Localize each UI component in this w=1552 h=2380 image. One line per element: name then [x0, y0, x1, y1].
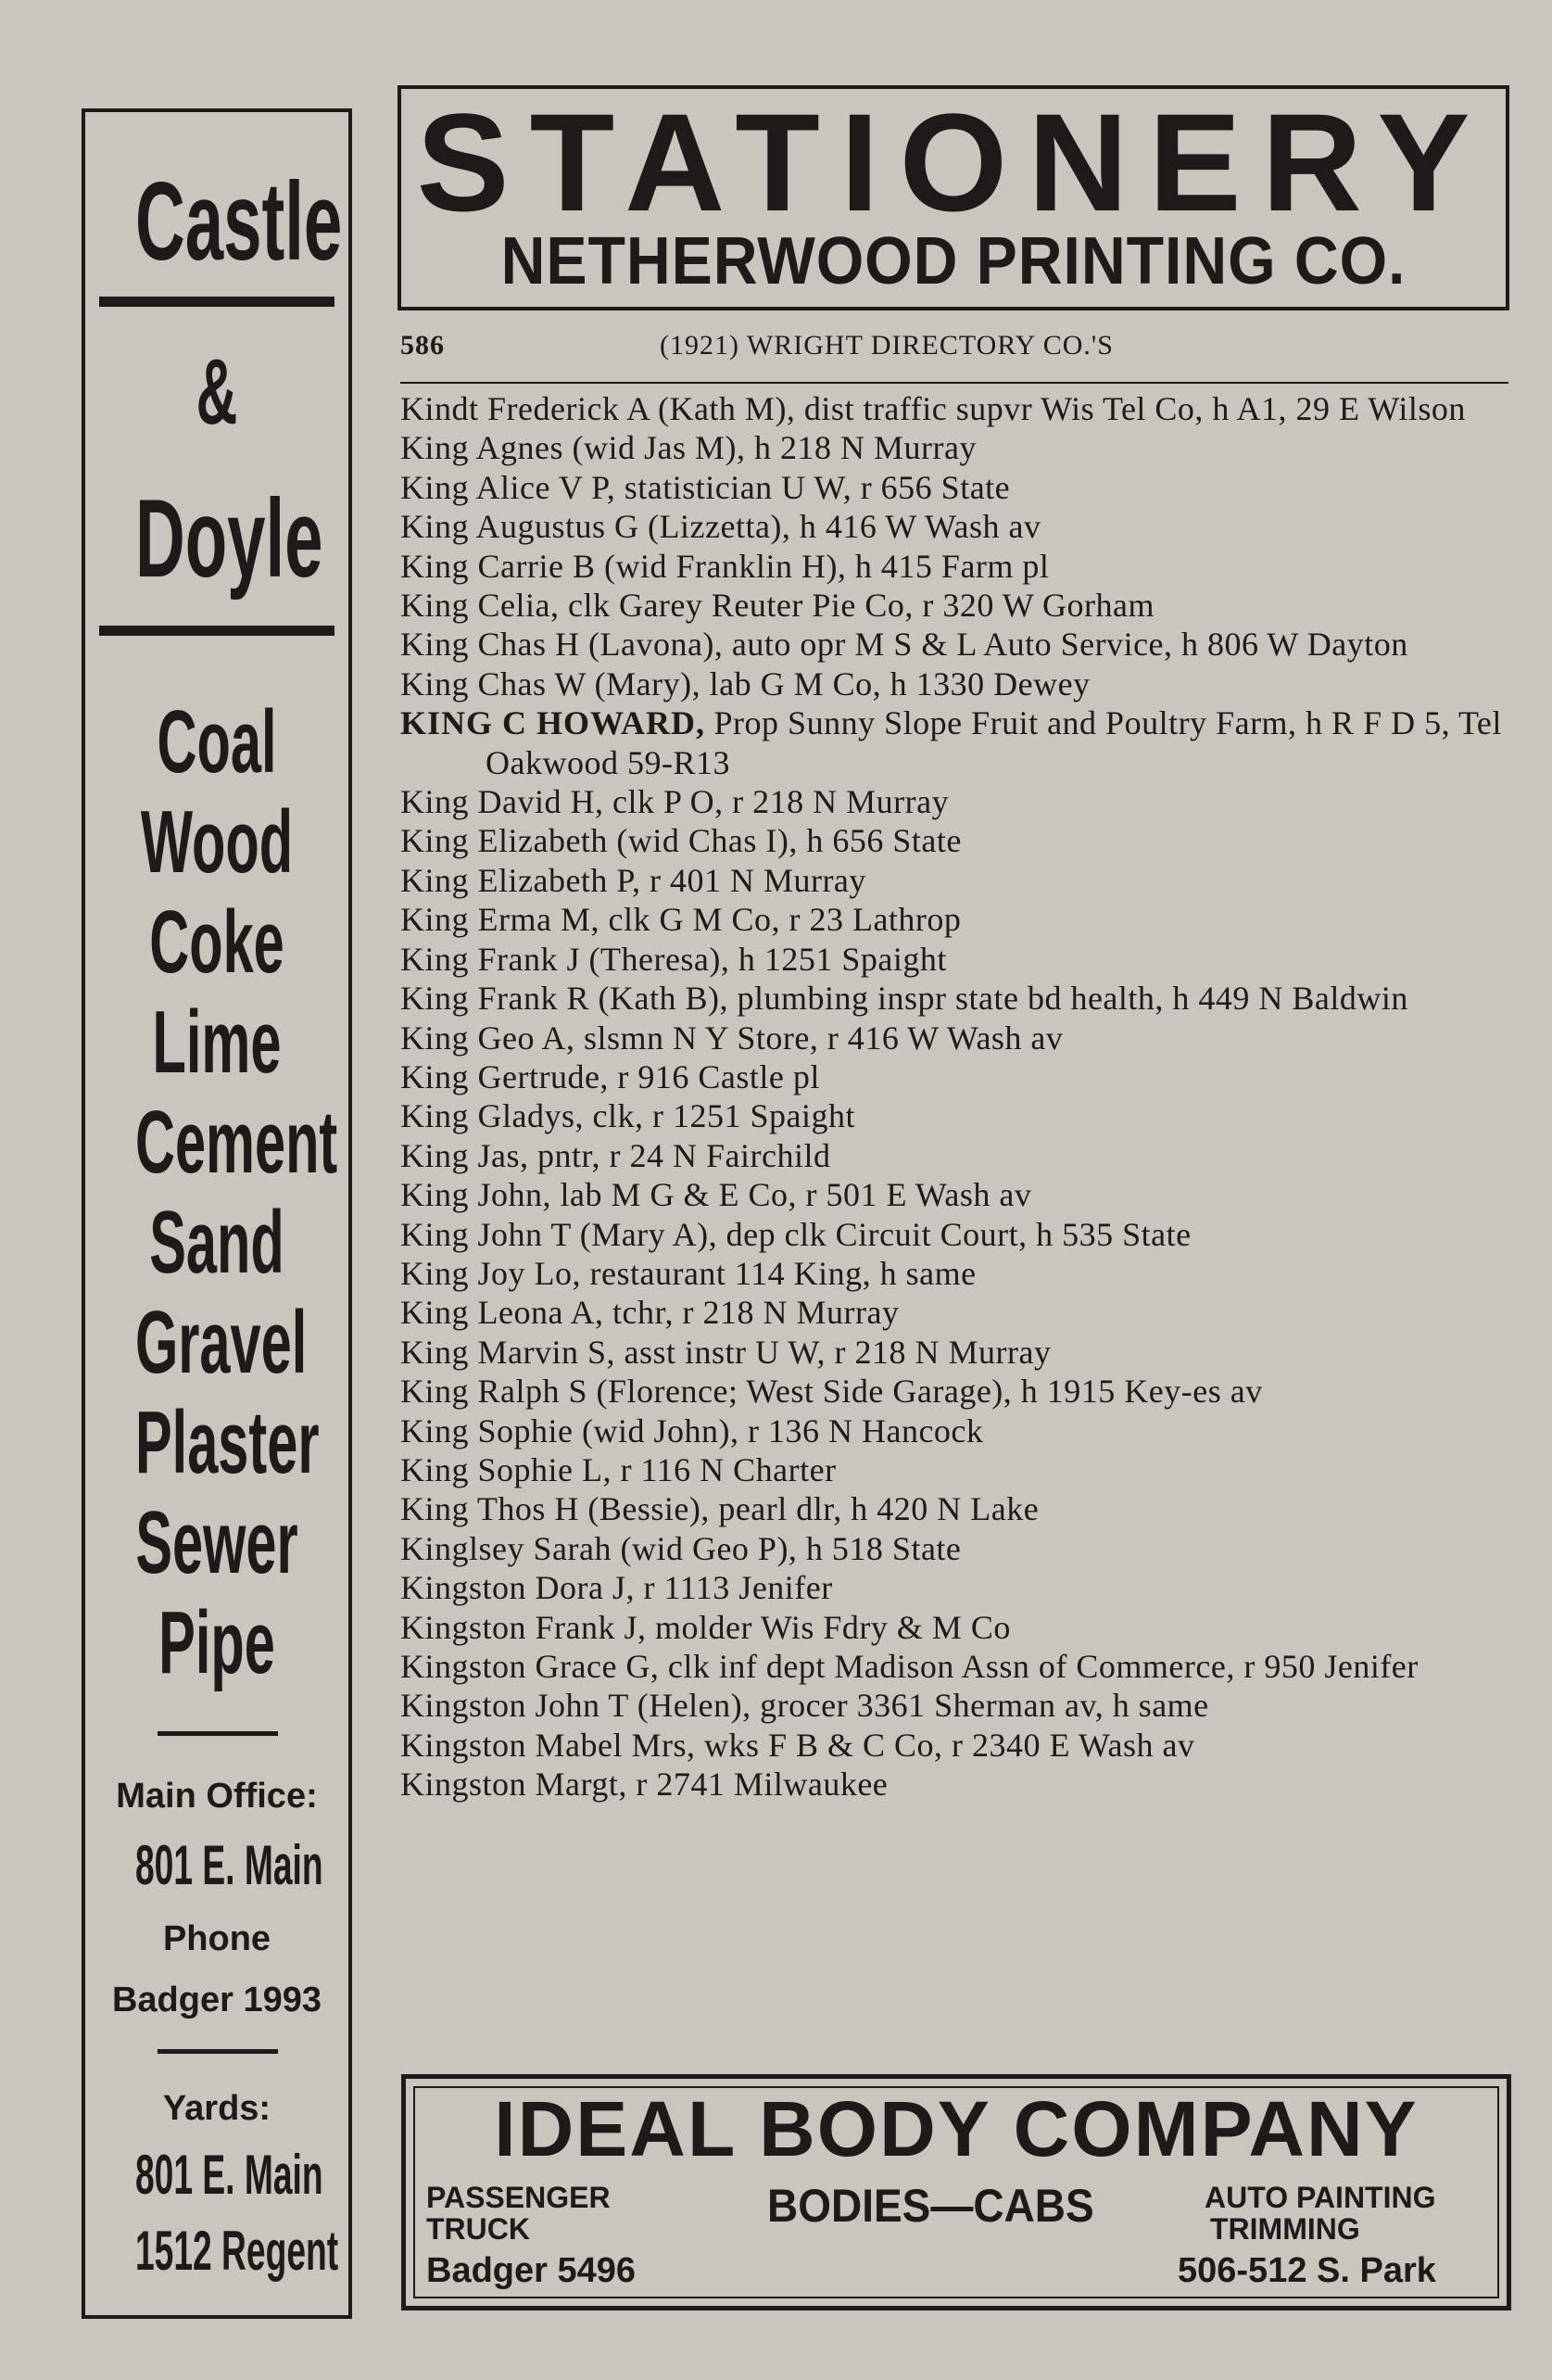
directory-entry [400, 1568, 1512, 1607]
directory-entry [400, 703, 1512, 782]
directory-entry [400, 1450, 1512, 1489]
entry-text: Kingston John T (Helen), grocer 3361 Sherman av, h same [400, 1687, 1209, 1725]
ad-divider [99, 297, 334, 307]
entry-text: Prop Sunny Slope Fruit and Poultry Farm, h R F D 5, Tel Oakwood 59-R13 [486, 704, 1502, 781]
entry-text: King Joy Lo, restaurant 114 King, h same [400, 1254, 977, 1292]
entry-text: King Frank R (Kath B), plumbing inspr state bd health, h 449 N Baldwin [400, 980, 1408, 1018]
directory-entry [400, 1647, 1512, 1686]
ad-company-name: IDEAL BODY COMPANY [494, 2085, 1419, 2172]
ad-product-item: Pipe [158, 1593, 275, 1692]
ad-address: 506-512 S. Park [1178, 2251, 1436, 2290]
ad-product-item: Wood [140, 792, 294, 892]
ad-product-item: Plaster [134, 1393, 320, 1492]
ad-divider [158, 1731, 278, 1736]
entry-text: Kingston Grace G, clk inf dept Madison Assn of Commerce, r 950 Jenifer [400, 1648, 1419, 1685]
page-header [400, 330, 1505, 367]
ad-product-item: Sewer [135, 1493, 298, 1592]
entry-text: King Elizabeth P, r 401 N Murray [400, 861, 866, 899]
directory-entry [400, 1057, 1512, 1096]
ad-phone: Badger 5496 [426, 2251, 637, 2290]
directory-entry [400, 1293, 1512, 1332]
ad-product-item: Cement [134, 1093, 338, 1192]
directory-entry [400, 389, 1512, 428]
ad-phone-number: Badger 1993 [111, 1981, 322, 2019]
directory-entry [400, 1372, 1512, 1411]
entry-text: King Frank J (Theresa), h 1251 Spaight [400, 940, 947, 978]
directory-entry [400, 979, 1512, 1018]
entry-text: King Gertrude, r 916 Castle pl [400, 1057, 820, 1095]
directory-entry [400, 547, 1512, 586]
directory-entry [400, 468, 1512, 507]
ad-divider [158, 2049, 278, 2054]
entry-text: King Sophie (wid John), r 136 N Hancock [400, 1412, 984, 1450]
directory-entry [400, 1096, 1512, 1135]
ad-service-label: TRUCK [426, 2212, 530, 2246]
ad-product-item: Gravel [134, 1293, 308, 1392]
entry-text: Kingston Frank J, molder Wis Fdry & M Co [400, 1608, 1011, 1646]
directory-entry [400, 782, 1512, 821]
entry-text: King Augustus G (Lizzetta), h 416 W Wash av [400, 508, 1041, 546]
ad-product-item: Sand [149, 1193, 284, 1292]
directory-entry [400, 507, 1512, 546]
ad-phone-label: Phone [162, 1919, 271, 1958]
entry-text: King Leona A, tchr, r 218 N Murray [400, 1294, 900, 1332]
directory-entry [400, 428, 1512, 467]
ad-firm-name-line1: Castle [134, 159, 343, 284]
entry-text: King Gladys, clk, r 1251 Spaight [400, 1097, 855, 1135]
ad-divider [99, 626, 334, 636]
header-rule [400, 382, 1508, 384]
directory-entry [400, 586, 1512, 625]
ad-main-office-address: 801 E. Main [134, 1834, 323, 1896]
ad-products: BODIES—CABS [767, 2180, 1094, 2232]
directory-entry [400, 1019, 1512, 1057]
directory-entry [400, 861, 1512, 900]
entry-text: Kindt Frederick A (Kath M), dist traffic supvr Wis Tel Co, h A1, 29 E Wilson [400, 390, 1466, 427]
directory-entry [400, 900, 1512, 939]
directory-entry [400, 1608, 1512, 1647]
directory-entry [400, 1726, 1512, 1765]
directory-entry [400, 1686, 1512, 1725]
directory-entry [400, 821, 1512, 860]
entry-text: King Erma M, clk G M Co, r 23 Lathrop [400, 901, 962, 939]
directory-entry [400, 1175, 1512, 1214]
entry-text: King Elizabeth (wid Chas I), h 656 State [400, 822, 962, 860]
banner-headline: STATIONERY [416, 84, 1491, 240]
directory-entry [400, 1136, 1512, 1175]
directory-entry [400, 625, 1512, 664]
entry-text: King Jas, pntr, r 24 N Fairchild [400, 1136, 831, 1174]
entry-text: King Sophie L, r 116 N Charter [400, 1450, 837, 1488]
ad-service-label: TRIMMING [1210, 2212, 1360, 2246]
ad-ampersand: & [196, 340, 238, 444]
ad-service-label: AUTO PAINTING [1205, 2181, 1436, 2214]
ad-main-office-label: Main Office: [116, 1777, 318, 1816]
entry-text: Kingston Margt, r 2741 Milwaukee [400, 1766, 889, 1804]
entry-text: Kinglsey Sarah (wid Geo P), h 518 State [400, 1529, 962, 1567]
directory-entry [400, 665, 1512, 703]
entry-text: King David H, clk P O, r 218 N Murray [400, 783, 950, 821]
entry-text: King Ralph S (Florence; West Side Garage), h 1915 Key-es av [400, 1373, 1263, 1411]
banner-company: NETHERWOOD PRINTING CO. [500, 224, 1407, 298]
directory-entry [400, 1765, 1512, 1804]
directory-entry [400, 1529, 1512, 1568]
ad-yards-label: Yards: [162, 2089, 271, 2128]
ad-yards-address: 1512 Regent [134, 2220, 339, 2282]
entry-text: Kingston Dora J, r 1113 Jenifer [400, 1569, 833, 1607]
entry-text: King John, lab M G & E Co, r 501 E Wash av [400, 1176, 1032, 1214]
entry-text: King Chas H (Lavona), auto opr M S & L Auto Service, h 806 W Dayton [400, 626, 1408, 664]
entry-text: Kingston Mabel Mrs, wks F B & C Co, r 2340 E Wash av [400, 1726, 1195, 1764]
directory-entry [400, 1254, 1512, 1293]
running-title: (1921) WRIGHT DIRECTORY CO.'S [660, 330, 1114, 361]
bottom-advertisement [401, 2074, 1511, 2310]
directory-entry [400, 1333, 1512, 1372]
directory-entry [400, 1412, 1512, 1450]
stationery-banner [397, 85, 1509, 310]
entry-text: King Agnes (wid Jas M), h 218 N Murray [400, 429, 977, 467]
entry-text: King Alice V P, statistician U W, r 656 State [400, 468, 1011, 506]
page-number: 586 [400, 330, 445, 361]
ad-firm-name-line2: Doyle [134, 476, 323, 601]
entry-text: King Chas W (Mary), lab G M Co, h 1330 Dewey [400, 665, 1091, 703]
ad-product-item: Coal [157, 692, 277, 791]
ad-product-item: Coke [149, 892, 284, 992]
ad-yards-address: 801 E. Main [134, 2144, 323, 2206]
entry-bold-name: KING C HOWARD, [400, 704, 706, 742]
directory-entry [400, 1489, 1512, 1528]
left-advertisement [82, 108, 352, 2319]
entry-text: King Geo A, slsmn N Y Store, r 416 W Wash av [400, 1019, 1064, 1057]
entry-text: King Marvin S, asst instr U W, r 218 N Murray [400, 1333, 1052, 1371]
ad-product-item: Lime [152, 993, 282, 1092]
directory-entries [400, 389, 1512, 1804]
entry-text: King Carrie B (wid Franklin H), h 415 Farm pl [400, 547, 1050, 585]
ad-service-label: PASSENGER [426, 2181, 611, 2214]
entry-text: King Celia, clk Garey Reuter Pie Co, r 320 W Gorham [400, 587, 1155, 625]
directory-entry [400, 1215, 1512, 1254]
entry-text: King Thos H (Bessie), pearl dlr, h 420 N Lake [400, 1490, 1040, 1528]
directory-entry [400, 940, 1512, 979]
entry-text: King John T (Mary A), dep clk Circuit Court, h 535 State [400, 1215, 1192, 1253]
